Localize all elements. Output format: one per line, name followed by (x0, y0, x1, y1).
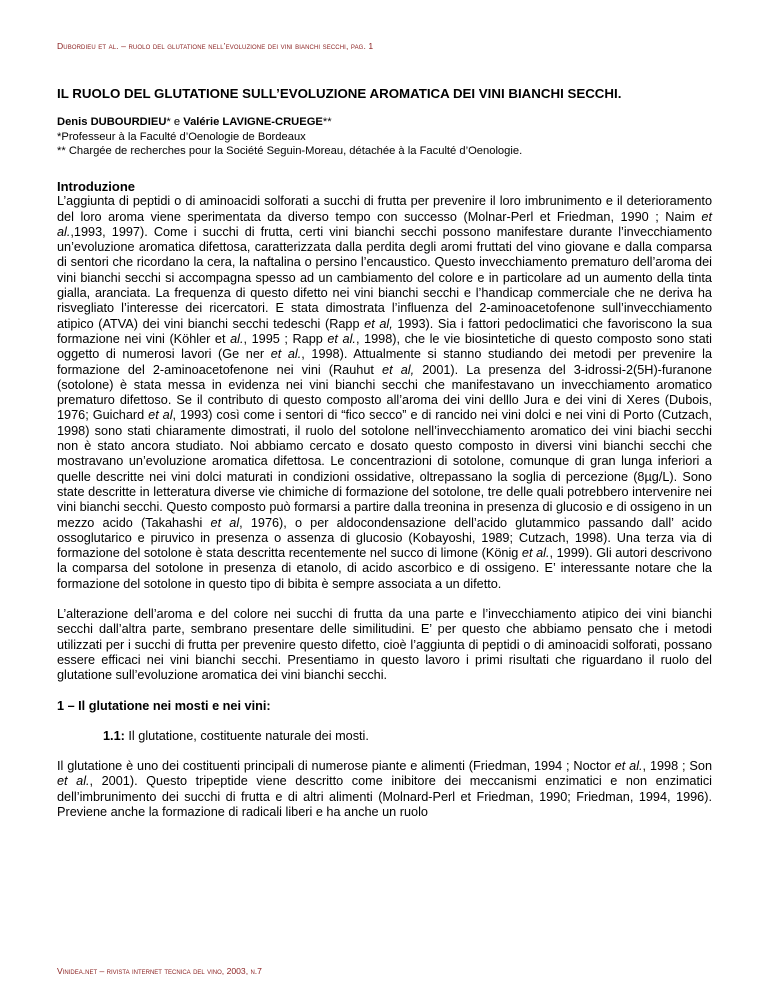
author-line: Denis DUBOURDIEU* e Valérie LAVIGNE-CRUEGE** (57, 116, 332, 128)
section-heading-1: 1 – Il glutatione nei mosti e nei vini: (57, 698, 271, 713)
article-body (57, 179, 712, 820)
intro-heading: Introduzione (57, 179, 135, 194)
affiliation-2: ** Chargée de recherches pour la Société Seguin-Moreau, détachée à la Faculté d’Oenologie. (57, 145, 523, 157)
running-footer: Vinidea.net – rivista internet tecnica del vino, 2003, n.7 (57, 966, 262, 976)
subsection-title: Il glutatione, costituente naturale dei mosti. (128, 728, 369, 743)
subsection-number: 1.1: (103, 728, 125, 743)
article-title: IL RUOLO DEL GLUTATIONE SULL’EVOLUZIONE AROMATICA DEI VINI BIANCHI SECCHI. (57, 86, 622, 101)
intro-paragraph-2: L’alterazione dell’aroma e del colore nei succhi di frutta da una parte e l’invecchiamento atipico dei vini bianchi secchi dall’altra parte, sembrano presentare delle similitudini. E’ per questo che abbiamo pensato che i metodi utilizzati per i succhi di frutta per prevenire questo difetto, cioè l’aggiunta di peptidi o di aminoacidi solforati, possano essere efficaci nei vini bianchi secchi. Presentiamo in questo lavoro i primi risultati che riguardano il ruolo del glutatione sull’evoluzione aromatica dei vini bianchi secchi. (57, 607, 712, 683)
author-1: Denis DUBOURDIEU (57, 116, 167, 128)
subsection-heading (57, 729, 712, 744)
running-header: Dubordieu et al. – ruolo del glutatione nell’evoluzione dei vini bianchi secchi, pag. 1 (57, 41, 374, 51)
intro-paragraph: L’aggiunta di peptidi o di aminoacidi solforati a succhi di frutta per prevenire il loro imbrunimento e il deterioramento del loro aroma viene sperimentata da diverso tempo con successo (Molnar-Perl et Friedman, 1990 ; Naim et al.,1993, 1997). Come i succhi di frutta, certi vini bianchi secchi possono manifestare durante l’invecchiamento un’evoluzione aromatica difettosa, caratterizzata dalla perdita degli aromi fruttati del vino giovane e dalla comparsa di sentori che ricordano la cera, la naftalina o persino l’encaustico. Questo invecchiamento prematuro dell’aroma dei vini bianchi secchi si accompagna spesso ad un cambiamento del colore e in particolare ad un aumento della tinta gialla, aranciata. La frequenza di questo difetto nei vini bianchi secchi e l’handicap commerciale che ne deriva ha risvegliato l’interesse dei ricercatori. E stata dimostrata l’influenza del 2-aminoacetofenone sull’invecchiamento atipico (ATVA) dei vini bianchi secchi tedeschi (Rapp et al, 1993). Sia i fattori pedoclimatici che favoriscono la sua formazione nei vini (Köhler et al., 1995 ; Rapp et al., 1998), che le vie biosintetiche di questo composto sono stati oggetto di numerosi lavori (Ge ner et al., 1998). Attualmente si stanno studiando dei metodi per prevenire la formazione del 2-aminoacetofenone nei vini (Rauhut et al, 2001). La presenza del 3-idrossi-2(5H)-furanone (sotolone) è stata messa in evidenza nei vini bianchi secchi che manifestavano un invecchiamento aromatico prematuro difettoso. Se il contributo di questo composto all’aroma dei vini delllo Jura e dei vini di Xeres (Dubois, 1976; Guichard et al, 1993) così come i sentori di “fico secco” e di rancido nei vini dolci e nei vini di Porto (Cutzach, 1998) sono stati chiaramente dimostrati, il ruolo del sotolone nell’invecchiamento aromatico dei vini biachi secchi non è stato ancora studiato. Noi abbiamo cercato e dosato questo composto in diversi vini bianchi secchi che mostravano un’evoluzione aromatica difettosa. Le concentrazioni di sotolone, comunque di gran lunga inferiori a quelle descritte nei vini dolci maturati in condizioni ossidative, oltrepassano la soglia di percezione (8µg/L). Sono state descritte in letteratura diverse vie chimiche di formazione del sotolone, tre delle quali potrebbero intervenire nei vini bianchi secchi. Questo composto può formarsi a partire dalla treonina in presenza di glucosio e di ossigeno in un mezzo acido (Takahashi et al, 1976), o per aldocondensazione dell’acido glutammico passando dall’ acido ossoglutarico e piruvico in presenza o assenza di glucosio (Kobayoshi, 1989; Cutzach, 1998). Una terza via di formazione del sotolone è stata descritta recentemente nel succo di limone (König et al., 1999). Gli autori descrivono la comparsa del sotolone in presenza di etanolo, di acido ascorbico e di ossigeno. E’ interessante notare che la formazione del sotolone in questo tipo di bibita è sempre associata a un difetto. (57, 194, 713, 591)
affiliation-1: *Professeur à la Faculté d’Oenologie de Bordeaux (57, 130, 306, 143)
author-2: Valérie LAVIGNE-CRUEGE (183, 116, 323, 128)
author-conjunction: e (173, 116, 184, 128)
authors-block (57, 115, 522, 159)
section-paragraph: Il glutatione è uno dei costituenti principali di numerose piante e alimenti (Friedman, 1994 ; Noctor et al., 1998 ; Son et al., 2001). Questo tripeptide viene descritto come inibitore dei meccanismi enzimatici e non enzimatici dell’imbrunimento dei succhi di frutta e di altri alimenti (Molnard-Perl et Friedman, 1990; Friedman, 1994, 1996). Previene anche la formazione di radicali liberi e ha anche un ruolo (57, 759, 712, 819)
